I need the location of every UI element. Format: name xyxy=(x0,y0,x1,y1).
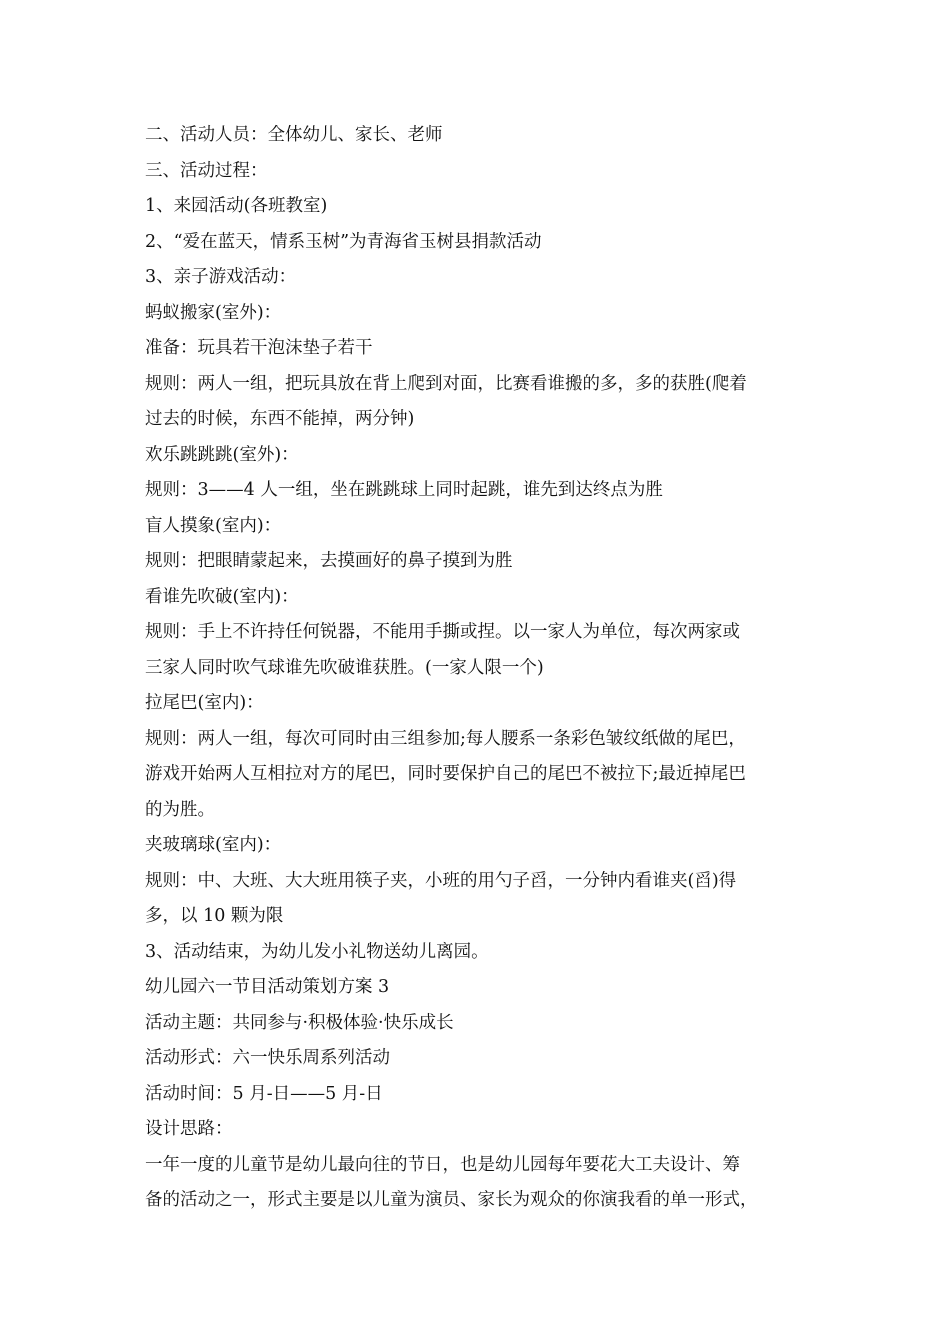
text-line: 欢乐跳跳跳(室外)： xyxy=(145,444,299,465)
text-line: 规则：两人一组，每次可同时由三组参加;每人腰系一条彩色皱纹纸做的尾巴， xyxy=(145,728,746,749)
text-line: 的为胜。 xyxy=(145,799,215,820)
text-line: 规则：3——4 人一组，坐在跳跳球上同时起跳，谁先到达终点为胜 xyxy=(145,480,663,500)
text-line: 多，以 10 颗为限 xyxy=(145,906,284,926)
text-line: 游戏开始两人互相拉对方的尾巴，同时要保护自己的尾巴不被拉下;最近掉尾巴 xyxy=(145,764,746,784)
text-line: 过去的时候，东西不能掉，两分钟) xyxy=(145,409,415,429)
text-line: 活动形式：六一快乐周系列活动 xyxy=(145,1048,390,1068)
text-line: 活动时间：5 月-日——5 月-日 xyxy=(145,1083,383,1104)
text-line: 夹玻璃球(室内)： xyxy=(145,835,282,855)
document-body xyxy=(145,118,815,1219)
text-line: 3、活动结束，为幼儿发小礼物送幼儿离园。 xyxy=(145,941,489,962)
text-line: 3、亲子游戏活动： xyxy=(145,267,297,287)
text-line: 规则：把眼睛蒙起来，去摸画好的鼻子摸到为胜 xyxy=(145,551,513,571)
text-line: 拉尾巴(室内)： xyxy=(145,693,264,713)
text-line: 准备：玩具若干泡沫垫子若干 xyxy=(145,338,373,358)
text-line: 三、活动过程： xyxy=(145,160,268,181)
text-line: 备的活动之一，形式主要是以儿童为演员、家长为观众的你演我看的单一形式， xyxy=(145,1190,758,1210)
section-title: 幼儿园六一节目活动策划方案 3 xyxy=(145,977,390,997)
text-line: 设计思路： xyxy=(145,1119,233,1139)
text-line: 盲人摸象(室内)： xyxy=(145,515,282,536)
text-line: 蚂蚁搬家(室外)： xyxy=(145,302,282,323)
text-line: 看谁先吹破(室内)： xyxy=(145,586,299,607)
text-line: 二、活动人员：全体幼儿、家长、老师 xyxy=(145,125,443,145)
text-line: 一年一度的儿童节是幼儿最向往的节日，也是幼儿园每年要花大工夫设计、筹 xyxy=(145,1154,740,1175)
text-line: 1、来园活动(各班教室) xyxy=(145,196,328,216)
text-line: 三家人同时吹气球谁先吹破谁获胜。(一家人限一个) xyxy=(145,657,544,678)
text-line: 规则：中、大班、大大班用筷子夹，小班的用勺子舀，一分钟内看谁夹(舀)得 xyxy=(145,870,737,891)
text-line: 规则：两人一组，把玩具放在背上爬到对面，比赛看谁搬的多，多的获胜(爬着 xyxy=(145,373,747,394)
text-line: 活动主题：共同参与·积极体验·快乐成长 xyxy=(145,1012,454,1033)
text-line: 2、“爱在蓝天，情系玉树”为青海省玉树县捐款活动 xyxy=(145,231,542,252)
text-line: 规则：手上不许持任何锐器，不能用手撕或捏。以一家人为单位，每次两家或 xyxy=(145,622,740,642)
